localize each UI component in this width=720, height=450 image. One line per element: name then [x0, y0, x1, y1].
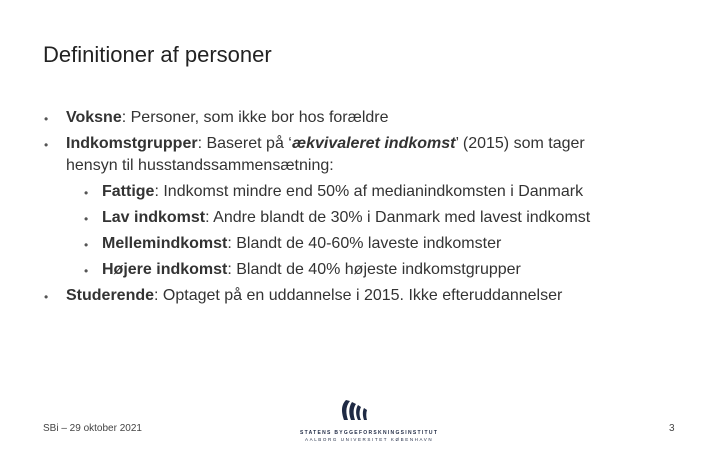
- logo-text-line2: AALBORG UNIVERSITET KØBENHAVN: [305, 437, 434, 442]
- sub-list-item: [102, 260, 521, 280]
- item-text: : Optaget på en uddannelse i 2015. Ikke efteruddannelser: [154, 287, 563, 304]
- term-voksne: Voksne: [66, 109, 122, 126]
- item-continuation: hensyn til husstandssammensætning:: [66, 157, 334, 174]
- term-hojere-indkomst: Højere indkomst: [102, 261, 228, 278]
- item-text: : Personer, som ikke bor hos forældre: [121, 109, 389, 126]
- item-text: : Indkomst mindre end 50% af medianindkomsten i Danmark: [154, 183, 584, 200]
- bullet-dot: •: [44, 138, 49, 152]
- bullet-dot: •: [84, 264, 89, 278]
- bullet-dot: •: [44, 112, 49, 126]
- bullet-dot: •: [84, 186, 89, 200]
- item-text: : Blandt de 40-60% laveste indkomster: [227, 235, 502, 252]
- emphasis-text: ækvivaleret indkomst: [291, 135, 456, 152]
- item-text: : Blandt de 40% højeste indkomstgrupper: [227, 261, 521, 278]
- item-text: ’ (2015) som tager: [455, 135, 585, 152]
- sub-list-item: [102, 182, 583, 202]
- item-text: : Baseret på ‘: [197, 135, 292, 152]
- list-item: [66, 286, 562, 306]
- bullet-dot: •: [84, 212, 89, 226]
- footer-date: SBi – 29 oktober 2021: [43, 423, 142, 434]
- term-fattige: Fattige: [102, 183, 155, 200]
- page-number: 3: [669, 423, 675, 434]
- term-indkomstgrupper: Indkomstgrupper: [66, 135, 198, 152]
- list-item: [66, 108, 389, 128]
- logo-text-line1: STATENS BYGGEFORSKNINGSINSTITUT: [300, 430, 439, 436]
- item-text: : Andre blandt de 30% i Danmark med lavest indkomst: [205, 209, 591, 226]
- bullet-dot: •: [84, 238, 89, 252]
- sub-list-item: [102, 208, 590, 228]
- sub-list-item: [102, 234, 501, 254]
- term-studerende: Studerende: [66, 287, 155, 304]
- list-item: [66, 134, 585, 154]
- bullet-dot: •: [44, 290, 49, 304]
- term-lav-indkomst: Lav indkomst: [102, 209, 206, 226]
- slide-title: Definitioner af personer: [43, 42, 272, 67]
- term-mellemindkomst: Mellemindkomst: [102, 235, 228, 252]
